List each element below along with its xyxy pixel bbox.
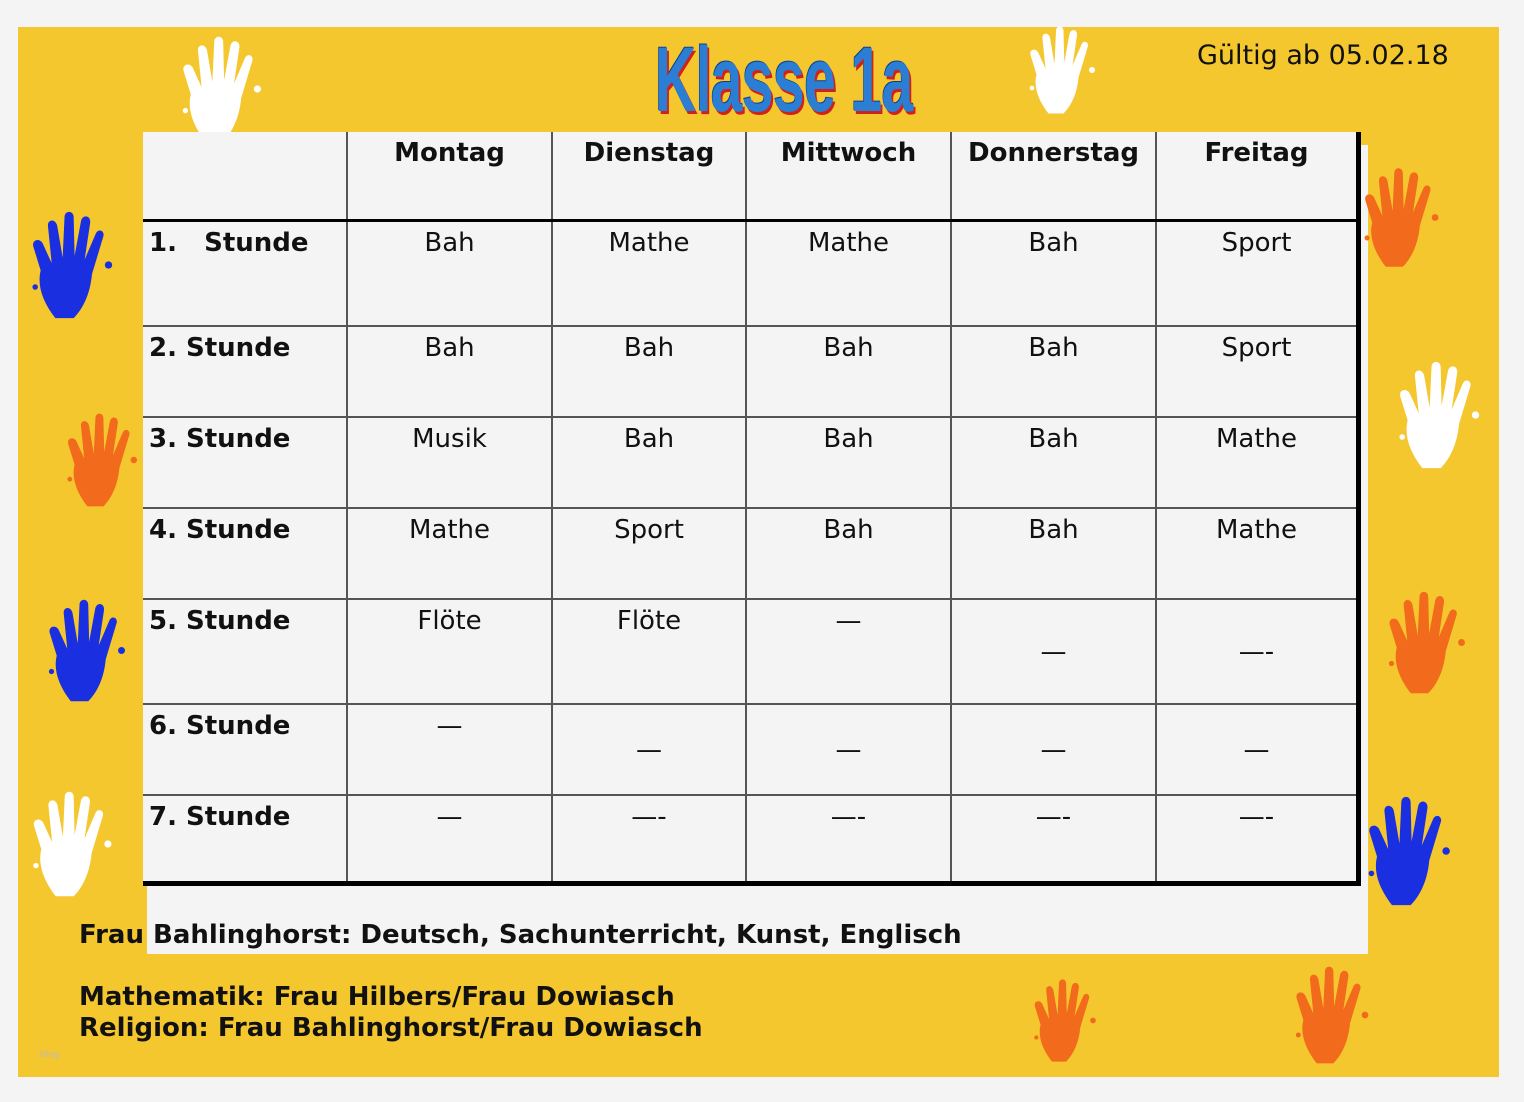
lesson-cell: Mathe (1156, 417, 1356, 508)
lesson-cell: —- (1156, 795, 1356, 881)
orange-hand-icon (1362, 165, 1447, 270)
lesson-cell: — (746, 704, 951, 795)
lesson-cell: Flöte (552, 599, 746, 704)
lesson-cell: — (1156, 704, 1356, 795)
table-row (143, 508, 1356, 599)
period-label: 6. Stunde (143, 704, 347, 795)
blue-hand-icon (28, 210, 123, 320)
blue-hand-icon (45, 598, 135, 703)
lesson-cell: — (746, 599, 951, 704)
watermark: blog (40, 1050, 60, 1060)
period-label: 5. Stunde (143, 599, 347, 704)
table-row (143, 704, 1356, 795)
timetable (143, 132, 1361, 886)
lesson-cell: —- (552, 795, 746, 881)
lesson-cell: — (552, 704, 746, 795)
staff-notes (79, 982, 703, 1044)
white-hand-icon (1020, 25, 1110, 115)
lesson-cell: Mathe (552, 220, 746, 326)
lesson-cell: Bah (951, 326, 1156, 417)
table-row (143, 795, 1356, 881)
lesson-cell: Sport (1156, 326, 1356, 417)
lesson-cell: — (347, 704, 552, 795)
lesson-cell: Bah (951, 508, 1156, 599)
blue-hand-icon (1365, 795, 1460, 907)
orange-hand-icon (1285, 965, 1385, 1065)
lesson-cell: Bah (951, 220, 1156, 326)
lesson-cell: Bah (347, 220, 552, 326)
lesson-cell: Flöte (347, 599, 552, 704)
table-row (143, 599, 1356, 704)
period-label: 3. Stunde (143, 417, 347, 508)
white-hand-icon (28, 790, 123, 898)
white-hand-icon (180, 35, 270, 143)
period-label: 2. Stunde (143, 326, 347, 417)
lesson-cell: Bah (746, 417, 951, 508)
lesson-cell: Sport (552, 508, 746, 599)
lesson-cell: Mathe (1156, 508, 1356, 599)
table-row (143, 220, 1356, 326)
religion-teacher-note: Religion: Frau Bahlinghorst/Frau Dowiasch (79, 1013, 703, 1043)
day-header: Donnerstag (951, 132, 1156, 220)
day-header: Mittwoch (746, 132, 951, 220)
header-row (143, 132, 1356, 220)
lesson-cell: —- (951, 795, 1156, 881)
lesson-cell: Bah (552, 326, 746, 417)
lesson-cell: — (951, 599, 1156, 704)
class-teacher-note: Frau Bahlinghorst: Deutsch, Sachunterricht, Kunst, Englisch (79, 920, 962, 950)
lesson-cell: —- (746, 795, 951, 881)
table-row (143, 326, 1356, 417)
lesson-cell: Bah (347, 326, 552, 417)
table-row (143, 417, 1356, 508)
lesson-cell: Bah (746, 326, 951, 417)
lesson-cell: Musik (347, 417, 552, 508)
lesson-cell: Bah (951, 417, 1156, 508)
valid-from-date: Gültig ab 05.02.18 (1197, 40, 1449, 71)
corner-cell (143, 132, 347, 220)
orange-hand-icon (65, 410, 145, 510)
period-label: 7. Stunde (143, 795, 347, 881)
period-label: 1. Stunde (143, 220, 347, 326)
lesson-cell: Mathe (347, 508, 552, 599)
lesson-cell: — (347, 795, 552, 881)
day-header: Montag (347, 132, 552, 220)
lesson-cell: Bah (746, 508, 951, 599)
timetable-grid (143, 132, 1356, 881)
period-label: 4. Stunde (143, 508, 347, 599)
math-teacher-note: Mathematik: Frau Hilbers/Frau Dowiasch (79, 982, 675, 1012)
day-header: Dienstag (552, 132, 746, 220)
lesson-cell: — (951, 704, 1156, 795)
lesson-cell: Bah (552, 417, 746, 508)
page-title: Klasse 1a (655, 29, 913, 131)
lesson-cell: —- (1156, 599, 1356, 704)
orange-hand-icon (1020, 978, 1115, 1063)
lesson-cell: Mathe (746, 220, 951, 326)
day-header: Freitag (1156, 132, 1356, 220)
white-hand-icon (1395, 360, 1490, 470)
lesson-cell: Sport (1156, 220, 1356, 326)
orange-hand-icon (1385, 590, 1475, 695)
